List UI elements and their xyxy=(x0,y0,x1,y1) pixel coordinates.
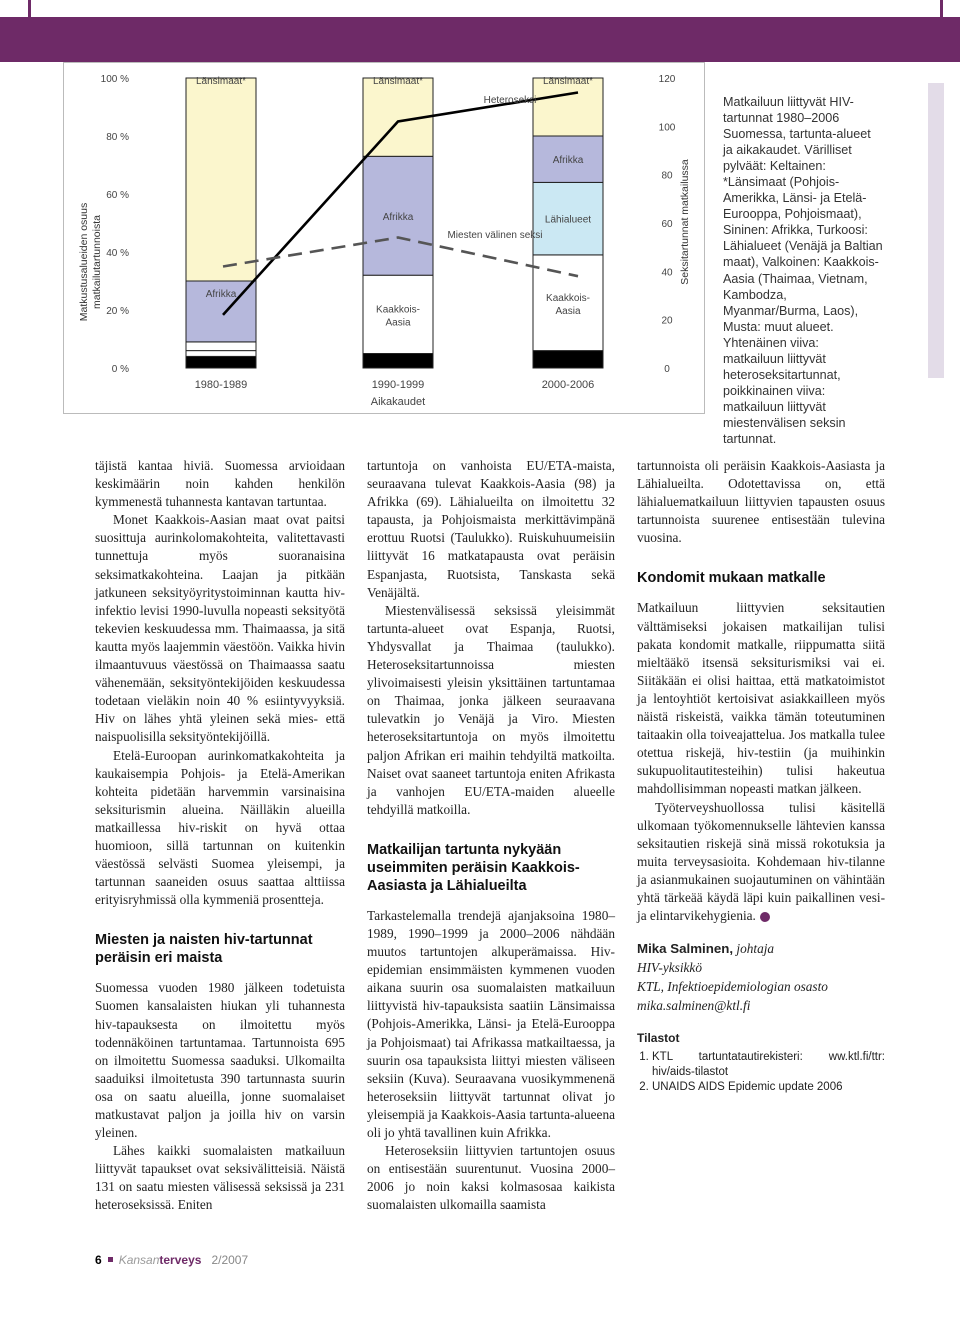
paragraph-text: Työterveyshuollossa tulisi käsitellä ulkomaan työkomennukselle lähtevien kanssa seksitautien riskejä sinä missä rokotuksia ja muita terveysasioita. Kohdemaan hiv-tilanne ja asianmukainen suojautuminen on vähintään yhtä tärkeää käydä läpi kuin paikallinen vesi- ja elintarvikehygienia. xyxy=(637,799,885,924)
bar-label: Aasia xyxy=(385,317,411,329)
annotation-label: Heteroseksi xyxy=(483,95,537,106)
author-block xyxy=(637,939,885,1015)
bar-label: Lähialueet xyxy=(544,214,592,226)
y-axis-label-line2: matkailutartunnoista xyxy=(91,215,103,309)
x-tick-label: 1980-1989 xyxy=(194,379,248,391)
bar-label: Afrikka xyxy=(552,155,584,167)
page-number: 6 xyxy=(95,1253,102,1267)
bar-label: Kaakkois- xyxy=(376,304,420,316)
footer-square-icon xyxy=(108,1257,113,1262)
page-footer xyxy=(95,1253,248,1267)
bar-label: Länsimaat* xyxy=(372,76,424,87)
issue-number: 2/2007 xyxy=(211,1253,249,1267)
paragraph: Matkailuun liittyvien seksitautien välttämiseksi jokaisen matkailijan tulisi pakata kondomit matkalle, riippumatta siitä mieltääkö itsensä seksiturismiksi vai ei. Siitäkään ei olisi haittaa, että matkatoimistot ja lentoyhtiöt kertoisivat asiakkailleen myös näistä riskeistä, vaikka tämän toteutuminen taitaakin olla toiveajattelua. Jos matkalla tulee otettua riskejä, hiv-testiin (ja muihinkin sukupuolitautitesteihin) tulisi hakeutua mahdollisimman nopeasti matkan jälkeen. xyxy=(637,600,885,797)
bar-segment xyxy=(363,354,433,369)
y2-axis-label: Seksitartunnat matkailussa xyxy=(679,159,691,285)
banner-tick xyxy=(28,0,31,17)
bar-segment xyxy=(533,351,603,368)
x-tick-label: 2000-2006 xyxy=(541,379,595,391)
annotation-label: Miesten välinen seksi xyxy=(447,230,543,241)
banner-band xyxy=(0,17,960,62)
paragraph xyxy=(637,799,885,926)
bar-label: Afrikka xyxy=(382,211,414,223)
paragraph: Suomessa vuoden 1980 jälkeen todetuista Suomen kansalaisten hiukan yli tuhannesta hiv-tapauksesta on ilmoitettu myös todennäköinen tartuntamaa. Tartunnoista 695 on ilmoitettu Suomessa saaduksi. Ulkomailta saaduiksi ilmoitetusta 390 tartunnasta suurin osa on saatu alueilla, jonne suomalaiset matkustavat paljon ja joilla hiv on varsin yleinen. xyxy=(95,980,345,1141)
y2-tick-label: 80 xyxy=(661,170,673,182)
column-1 xyxy=(95,457,345,1215)
paragraph: tartuntoja on vanhoista EU/ETA-maista, seuraavana tulevat Kaakkois-Aasia (98) ja Afrikka (69). Lähialueilta on ilmoitettu 32 tapausta, ja Pohjoismaista merkittävimpänä erottuu Ruotsi (Taulukko). Ruiskuhuumeisiin liittyvät 16 matkatapausta ovat peräisin Espanjasta, Ruotsista, Tanskasta sekä Venäjältä. xyxy=(367,458,615,600)
y2-tick-label: 60 xyxy=(661,219,673,230)
author-dept: KTL, Infektioepidemiologian osasto xyxy=(637,979,828,995)
y-axis-label-line1: Matkustusalueiden osuus xyxy=(78,202,90,322)
y-tick-label: 20 % xyxy=(106,306,129,317)
paragraph: tartunnoista oli peräisin Kaakkois-Aasiasta ja Lähialueilta. Odotettavissa on, että lähialuematkailuun liittyvien tapausten osuus tartunnoista suurenee entisestään tulevina vuosina. xyxy=(637,458,885,546)
y2-tick-label: 20 xyxy=(661,315,673,327)
bar-segment xyxy=(186,78,256,281)
paragraph: täjistä kantaa hiviä. Suomessa arvioidaan keskimäärin noin kahden henkilön kymmenestä tuhannesta kantavan tartuntaa. xyxy=(95,458,345,510)
paragraph: Lähes kaikki suomalaisten matkailuun liittyvät tapaukset ovat seksivälitteisiä. Näistä 131 on saatu miesten välisessä seksissä ja 231 heteroseksissä. Eniten xyxy=(95,1143,345,1213)
paragraph: Tarkastelemalla trendejä ajanjaksoina 1980–1989, 1990–1999 ja 2000–2006 nähdään muutos tartuntojen alkuperämaissa. Hiv-epidemian ensimmäisten kymmenen vuoden aikana suurin osa suomalaisten matkailuun liittyvistä hiv-tapauksista saatiin Länsimaissa (Pohjois-Amerikka, Länsi- ja Etelä-Eurooppa ja Pohjoismaat) tai Afrikassa matkailtaessa, ja suurin osa tapauksista liittyi miesten väliseen seksiin (Kuva). Seuraavana vuosikymmenenä heteroseksiin liittyvät tartunnat olivat jo yleisempiä ja Kaakkois-Aasia tartunta-alueena oli jo yhtä tavallinen kuin Afrikka. xyxy=(367,907,615,1140)
author-role: johtaja xyxy=(733,941,775,957)
bar-label: Länsimaat* xyxy=(542,76,594,87)
y2-tick-label: 120 xyxy=(658,74,676,85)
bar-label: Afrikka xyxy=(205,289,237,300)
y-tick-label: 100 % xyxy=(100,74,129,85)
bar-label: Kaakkois- xyxy=(546,292,590,304)
y-tick-label: 80 % xyxy=(106,132,129,143)
y2-tick-label: 40 xyxy=(661,267,673,279)
author-name: Mika Salminen, xyxy=(637,941,734,957)
bar-segment xyxy=(186,356,256,368)
author-unit: HIV-yksikkö xyxy=(637,960,702,976)
bar-segment xyxy=(186,342,256,351)
end-mark-icon xyxy=(760,912,770,922)
paragraph: Heteroseksiin liittyvien tartuntojen osuus on entisestään suurentunut. Vuosina 2000–2006 jo noin kaksi kolmasosaa kaikista suomalaisten ulkomailla saamista xyxy=(367,1143,615,1213)
source-item: 2. UNAIDS AIDS Epidemic update 2006 xyxy=(652,1080,885,1095)
bar-label: Länsimaat* xyxy=(195,76,247,87)
y-tick-label: 60 % xyxy=(106,190,129,201)
y2-tick-label: 0 xyxy=(664,364,670,375)
sources xyxy=(637,1031,885,1095)
y2-tick-label: 100 xyxy=(658,122,676,134)
source-item: 1. KTL tartuntatautirekisteri: ww.ktl.fi/ttr: hiv/aids-tilastot xyxy=(652,1050,885,1080)
paragraph: Monet Kaakkois-Aasian maat ovat paitsi suosittuja aurinkolomakohteita, valitettavasti tunnettuja myös suoranaisina seksimatkakohteina. Laajan ja pitkään jatkuneen seksityöyritystoiminnan kautta hiv-infektio levisi 1990-luvulla nopeasti seksityötä tekevien keskuudessa mm. Thaimaassa, ja sitä kautta myös laajemmin väestöön. Vaikka hivin ilmaantuvuus väestössä on Thaimaassa saatu vähenemään, seksityöntekijöiden keskuudessa todetaan vieläkin noin 40 % esiintyvyyksiä. Hiv on lähes yhtä yleinen sekä mies- että naispuolisilla seksityöntekijöillä. xyxy=(95,512,345,745)
author-email[interactable]: mika.salminen@ktl.fi xyxy=(637,998,751,1014)
magazine-name-a: Kansan xyxy=(118,1253,160,1267)
column-3 xyxy=(637,457,885,1095)
x-axis-label: Aikakaudet xyxy=(370,396,426,408)
section-heading: Matkailijan tartunta nykyään useimmiten peräisin Kaakkois-Aasiasta ja Lähialueilta xyxy=(367,841,580,894)
section-heading: Kondomit mukaan matkalle xyxy=(637,570,826,587)
y-tick-label: 40 % xyxy=(106,248,129,259)
paragraph: Miestenvälisessä seksissä yleisimmät tartunta-alueet ovat Espanja, Ruotsi, Yhdysvallat ja Thaimaa (taulukko). Heteroseksitartunnoissa miesten ylivoimaisesti yleisin yksittäinen tartuntamaa on Thaimaa, jonka jälkeen seuraavana tulevatkin jo Venäjä ja Viro. Miesten heteroseksitartuntoja on myös ilmoitettu paljon Afrikan eri maihin tehdyiltä matkoilta. Naiset ovat saaneet tartuntoja eniten Afrikasta ja vanhojen EU/ETA-maiden alueelle tehdyillä matkoilla. xyxy=(367,602,615,817)
top-banner xyxy=(0,0,960,62)
paragraph: Etelä-Euroopan aurinkomatkakohteita ja kaukaisempia Pohjois- ja Etelä-Amerikan kohteita pidetään harvemmin varsinaisina seksiturismin alueina. Näilläkin alueilla matkaillessa hiv-riskit on hyvä ottaa huomioon, sillä tartunnan on kuitenkin väestössä selvästi Suomea yleisempi, ja tartunnan saaneiden osuus saattaa alttiissa erityisryhmissä olla kymmeniä prosentteja. xyxy=(95,747,345,908)
bar-label: Aasia xyxy=(555,305,581,317)
sources-title: Tilastot xyxy=(637,1031,680,1046)
bar-segment xyxy=(186,351,256,357)
x-tick-label: 1990-1999 xyxy=(371,379,425,391)
magazine-name-b: terveys xyxy=(159,1253,202,1267)
chart xyxy=(63,62,705,414)
section-heading: Miesten ja naisten hiv-tartunnat peräisin eri maista xyxy=(95,932,313,967)
side-strip xyxy=(928,83,944,378)
figure-caption: Matkailuun liittyvät HIV-tartunnat 1980–2006 Suomessa, tartunta-alueet ja aikakaudet. Värilliset pylväät: Keltainen: *Länsimaat (Pohjois-Amerikka, Länsi- ja Etelä-Eurooppa, Pohjoismaat), Sininen: Afrikka, Turkoosi: Lähialueet (Venäjä ja Baltian maat), Valkoinen: Kaakkois-Aasia (Thaimaa, Vietnam, Kambodza, Myanmar/Burma, Laos), Musta: muut alueet. Yhtenäinen viiva: matkailuun liittyvät heteroseksitartunnat, poikkinainen viiva: matkailuun liittyvät miestenvälisen seksin tartunnat. xyxy=(723,95,883,446)
column-2 xyxy=(367,457,615,1214)
banner-tick xyxy=(940,0,943,17)
y-tick-label: 0 % xyxy=(111,364,129,375)
